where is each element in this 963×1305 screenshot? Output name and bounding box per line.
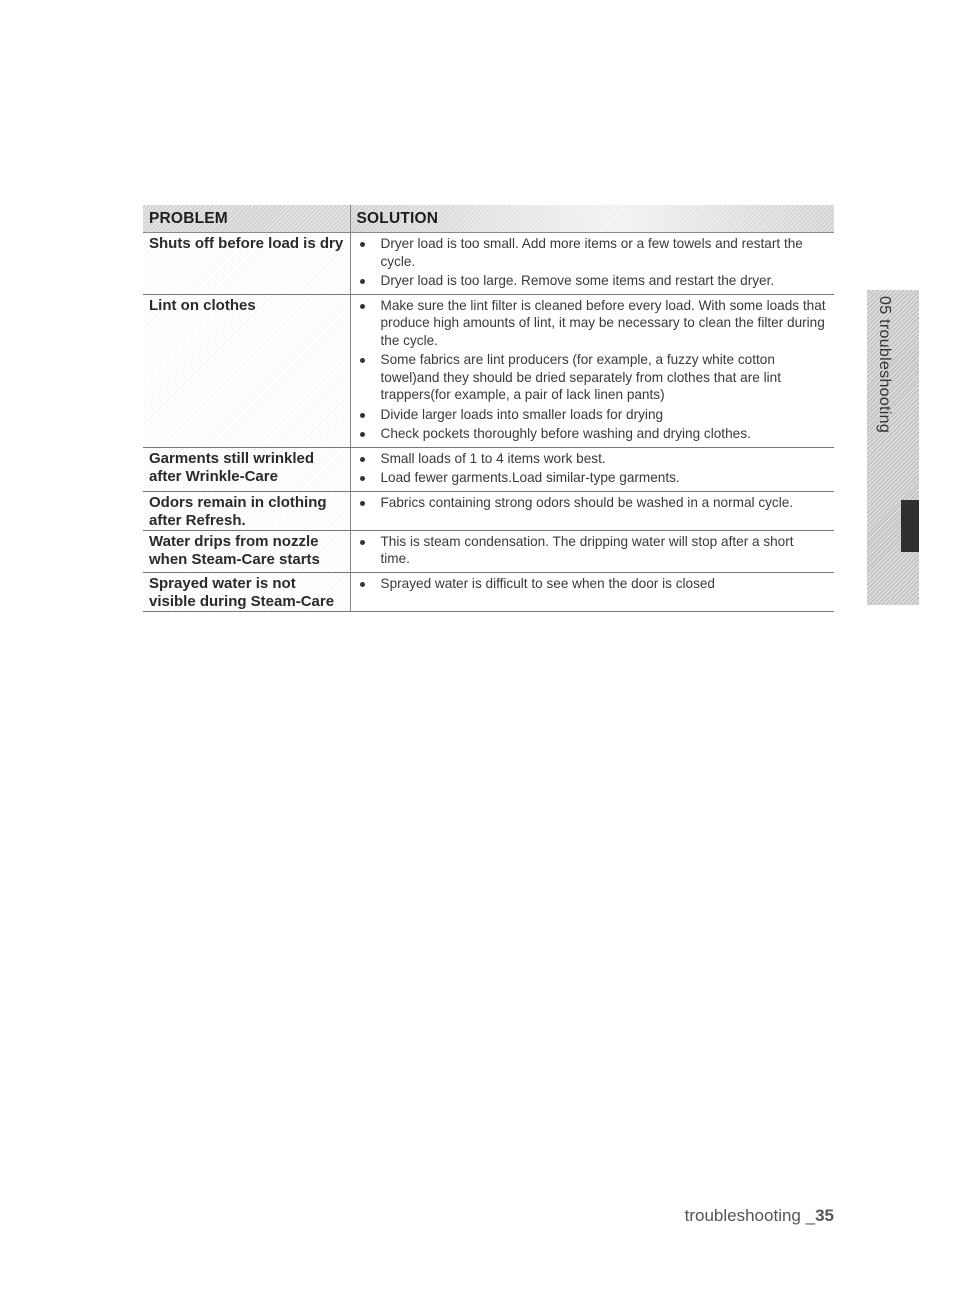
page-footer [685, 1206, 834, 1226]
table-row [143, 447, 834, 491]
solution-item: Dryer load is too small. Add more items or a few towels and restart the cycle. [357, 235, 827, 270]
table-row [143, 530, 834, 572]
problem-cell: Lint on clothes [143, 294, 350, 447]
solution-list [357, 575, 827, 593]
table-header-row [143, 205, 834, 233]
solution-cell [350, 491, 834, 530]
problem-cell: Sprayed water is not visible during Steam-Care [143, 572, 350, 611]
problem-cell: Water drips from nozzle when Steam-Care starts [143, 530, 350, 572]
problem-cell: Shuts off before load is dry [143, 233, 350, 295]
solution-item: Sprayed water is difficult to see when the door is closed [357, 575, 827, 593]
chapter-position-marker [901, 500, 919, 552]
table-row [143, 294, 834, 447]
problem-cell: Odors remain in clothing after Refresh. [143, 491, 350, 530]
chapter-tab-label: 05 troubleshooting [876, 296, 893, 434]
solution-item: Fabrics containing strong odors should be washed in a normal cycle. [357, 494, 827, 512]
solution-item: Make sure the lint filter is cleaned before every load. With some loads that produce high amounts of lint, it may be necessary to clean the filter during the cycle. [357, 297, 827, 350]
solution-list [357, 297, 827, 443]
solution-list [357, 533, 827, 568]
solution-item: Some fabrics are lint producers (for example, a fuzzy white cotton towel)and they should be dried separately from clothes that are lint trappers(for example, a pair of lack linen pants) [357, 351, 827, 404]
footer-section-name: troubleshooting [684, 1206, 801, 1225]
solution-list [357, 450, 827, 487]
table-row [143, 572, 834, 611]
footer-page-prefix: _ [800, 1206, 816, 1225]
solution-item: Small loads of 1 to 4 items work best. [357, 450, 827, 468]
problem-column-header: PROBLEM [143, 205, 350, 233]
solution-cell [350, 572, 834, 611]
solution-cell [350, 233, 834, 295]
solution-cell [350, 530, 834, 572]
solution-item: This is steam condensation. The dripping water will stop after a short time. [357, 533, 827, 568]
solution-item: Divide larger loads into smaller loads for drying [357, 406, 827, 424]
table-row [143, 491, 834, 530]
solution-list [357, 235, 827, 290]
solution-item: Check pockets thoroughly before washing and drying clothes. [357, 425, 827, 443]
solution-list [357, 494, 827, 512]
page-number: 35 [815, 1206, 834, 1225]
table-row [143, 233, 834, 295]
chapter-side-tab [867, 290, 919, 605]
solution-item: Dryer load is too large. Remove some items and restart the dryer. [357, 272, 827, 290]
solution-cell [350, 294, 834, 447]
solution-cell [350, 447, 834, 491]
solution-item: Load fewer garments.Load similar-type garments. [357, 469, 827, 487]
troubleshooting-table [143, 205, 834, 612]
solution-column-header: SOLUTION [350, 205, 834, 233]
problem-cell: Garments still wrinkled after Wrinkle-Care [143, 447, 350, 491]
